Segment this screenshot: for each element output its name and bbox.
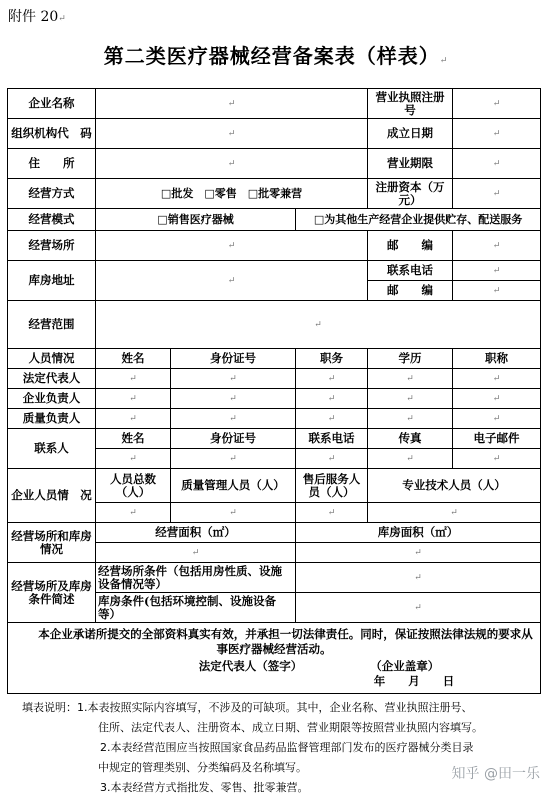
field-cell[interactable]: ↵ <box>453 369 541 389</box>
field-org-code[interactable]: ↵ <box>96 119 368 149</box>
field-cell[interactable]: ↵ <box>368 503 541 523</box>
note-3: 3.本表经营方式指批发、零售、批零兼营。 <box>100 781 309 794</box>
field-warehouse-address[interactable]: ↵ <box>96 261 368 301</box>
label-warehouse-area: 库房面积（㎡） <box>296 523 541 543</box>
business-mode-options[interactable]: □批发 □零售 □批零兼营 <box>96 179 368 209</box>
label-staff-technical: 专业技术人员（人） <box>368 469 541 503</box>
attachment-number: 附件 20↵ <box>8 9 66 25</box>
filling-instructions <box>22 698 542 798</box>
label-established-date: 成立日期 <box>368 119 453 149</box>
field-registered-capital[interactable]: ↵ <box>453 179 541 209</box>
contacts-header-email: 电子邮件 <box>453 429 541 449</box>
personnel-header-position: 职务 <box>296 349 368 369</box>
field-site-area[interactable]: ↵ <box>96 543 296 563</box>
field-cell[interactable]: ↵ <box>296 409 368 429</box>
contacts-header-name: 姓名 <box>96 429 171 449</box>
field-cell[interactable]: ↵ <box>368 449 453 469</box>
field-cell[interactable]: ↵ <box>453 409 541 429</box>
contacts-header-id: 身份证号 <box>171 429 296 449</box>
label-premises: 经营场所和库房情况 <box>8 523 96 563</box>
note-2-cont: 中规定的管理类别、分类编码及名称填写。 <box>98 761 307 774</box>
label-warehouse-address: 库房地址 <box>8 261 96 301</box>
personnel-header-title: 职称 <box>453 349 541 369</box>
label-personnel: 人员情况 <box>8 349 96 369</box>
field-cell[interactable]: ↵ <box>171 369 296 389</box>
field-cell[interactable]: ↵ <box>171 389 296 409</box>
note-1: 1.本表按照实际内容填写，不涉及的可缺项。其中，企业名称、营业执照注册号、 <box>77 701 473 714</box>
page-title: 第二类医疗器械经营备案表（样表）↵ <box>103 44 449 68</box>
label-business-mode: 经营方式 <box>8 179 96 209</box>
field-cell[interactable]: ↵ <box>296 503 368 523</box>
commitment-text: 本企业承诺所提交的全部资料真实有效，并承担一切法律责任。同时，保证按照法律法规的要求从事医疗器械经营活动。 <box>38 627 533 656</box>
pattern-option-storage[interactable]: □为其他生产经营企业提供贮存、配送服务 <box>296 209 541 231</box>
personnel-header-name: 姓名 <box>96 349 171 369</box>
pattern-option-sales[interactable]: □销售医疗器械 <box>96 209 296 231</box>
field-cell[interactable]: ↵ <box>368 389 453 409</box>
label-business-pattern: 经营模式 <box>8 209 96 231</box>
field-cell[interactable]: ↵ <box>453 389 541 409</box>
field-cell[interactable]: ↵ <box>96 389 171 409</box>
field-cell[interactable]: ↵ <box>171 503 296 523</box>
label-address: 住 所 <box>8 149 96 179</box>
date-line: 年 月 日 <box>373 674 455 688</box>
label-org-code: 组织机构代 码 <box>8 119 96 149</box>
company-seal-label: （企业盖章） <box>370 659 440 673</box>
personnel-header-id: 身份证号 <box>171 349 296 369</box>
label-company-name: 企业名称 <box>8 89 96 119</box>
note-1-cont: 住所、法定代表人、注册资本、成立日期、营业期限等按照营业执照内容填写。 <box>98 721 483 734</box>
label-contact-phone: 联系电话 <box>368 261 453 281</box>
field-cell[interactable]: ↵ <box>368 369 453 389</box>
field-company-name[interactable]: ↵ <box>96 89 368 119</box>
label-staff-aftersales: 售后服务人员（人） <box>296 469 368 503</box>
contacts-header-fax: 传真 <box>368 429 453 449</box>
label-business-term: 营业期限 <box>368 149 453 179</box>
label-conditions: 经营场所及库房条件简述 <box>8 563 96 623</box>
label-company-head: 企业负责人 <box>8 389 96 409</box>
field-business-license-no[interactable]: ↵ <box>453 89 541 119</box>
watermark: 知乎 @田一乐 <box>451 766 540 782</box>
field-business-scope[interactable]: ↵ <box>96 301 541 349</box>
field-cell[interactable]: ↵ <box>296 369 368 389</box>
personnel-header-education: 学历 <box>368 349 453 369</box>
label-staff-total: 人员总数（人） <box>96 469 171 503</box>
label-business-license-no: 营业执照注册号 <box>368 89 453 119</box>
field-cell[interactable]: ↵ <box>96 369 171 389</box>
label-warehouse-conditions: 库房条件(包括环境控制、设施设备等） <box>96 593 296 623</box>
field-cell[interactable]: ↵ <box>96 503 171 523</box>
label-staff: 企业人员情 况 <box>8 469 96 523</box>
label-quality-head: 质量负责人 <box>8 409 96 429</box>
label-postcode: 邮 编 <box>368 231 453 261</box>
commitment-statement <box>8 623 541 694</box>
field-cell[interactable]: ↵ <box>453 449 541 469</box>
filing-form-table <box>7 88 541 694</box>
field-cell[interactable]: ↵ <box>96 449 171 469</box>
field-cell[interactable]: ↵ <box>96 409 171 429</box>
field-cell[interactable]: ↵ <box>171 409 296 429</box>
label-registered-capital: 注册资本（万元） <box>368 179 453 209</box>
label-site-conditions: 经营场所条件（包括用房性质、设施设备情况等） <box>96 563 296 593</box>
label-legal-representative: 法定代表人 <box>8 369 96 389</box>
field-address[interactable]: ↵ <box>96 149 368 179</box>
legal-rep-signature-label: 法定代表人（签字） <box>198 659 303 673</box>
label-business-scope: 经营范围 <box>8 301 96 349</box>
contacts-header-phone: 联系电话 <box>296 429 368 449</box>
field-site-conditions[interactable]: ↵ <box>296 563 541 593</box>
field-contact-phone[interactable]: ↵ <box>453 261 541 281</box>
field-postcode-2[interactable]: ↵ <box>453 281 541 301</box>
notes-label: 填表说明： <box>22 701 77 714</box>
field-cell[interactable]: ↵ <box>296 449 368 469</box>
field-cell[interactable]: ↵ <box>171 449 296 469</box>
label-postcode-2: 邮 编 <box>368 281 453 301</box>
field-business-site[interactable]: ↵ <box>96 231 368 261</box>
field-established-date[interactable]: ↵ <box>453 119 541 149</box>
field-warehouse-conditions[interactable]: ↵ <box>296 593 541 623</box>
label-contacts: 联系人 <box>8 429 96 469</box>
label-staff-quality: 质量管理人员（人） <box>171 469 296 503</box>
field-business-term[interactable]: ↵ <box>453 149 541 179</box>
label-business-site: 经营场所 <box>8 231 96 261</box>
field-warehouse-area[interactable]: ↵ <box>296 543 541 563</box>
field-cell[interactable]: ↵ <box>368 409 453 429</box>
field-postcode[interactable]: ↵ <box>453 231 541 261</box>
note-2: 2.本表经营范围应当按照国家食品药品监督管理部门发布的医疗器械分类目录 <box>100 741 474 754</box>
field-cell[interactable]: ↵ <box>296 389 368 409</box>
label-site-area: 经营面积（㎡） <box>96 523 296 543</box>
